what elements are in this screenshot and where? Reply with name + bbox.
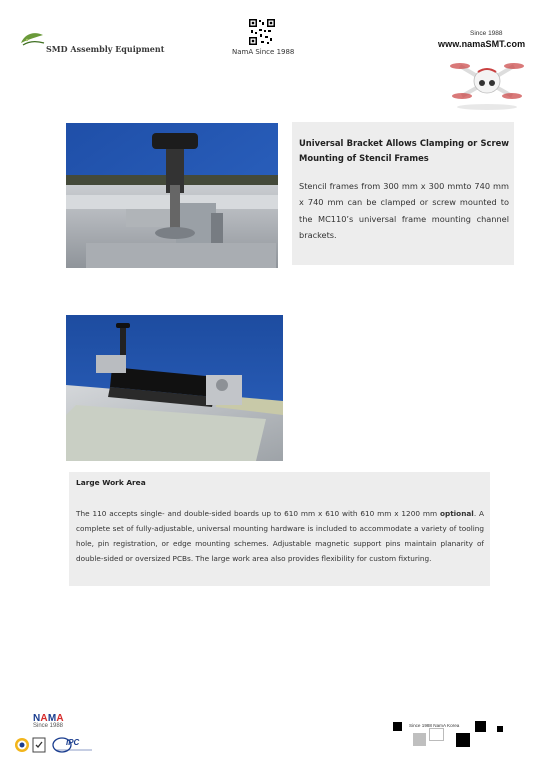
- bracket-title: Universal Bracket Allows Clamping or Screw Mounting of Stencil Frames: [299, 138, 509, 163]
- nama-letter-a1: A: [40, 713, 48, 724]
- footer-since-text: Since 1988 NamA Korea: [409, 723, 460, 728]
- work-area-description: [76, 506, 484, 566]
- website-url: www.namaSMT.com: [438, 39, 526, 49]
- leaf-logo-icon: [19, 31, 45, 49]
- decor-square-outline: [429, 728, 444, 741]
- company-name: SMD Assembly Equipment: [46, 44, 165, 54]
- nama-footer-logo: [33, 713, 83, 733]
- qr-code-icon: [248, 18, 276, 46]
- qr-caption: NamA Since 1988: [232, 48, 295, 56]
- work-area-text-part1: The 110 accepts single- and double-sided boards up to 610 mm x 610 with 610 mm x 1200 mm: [76, 509, 440, 518]
- bracket-photo: [66, 123, 278, 268]
- decor-square-black-4: [456, 733, 470, 747]
- decor-square-black-3: [497, 726, 503, 732]
- work-area-photo: [66, 315, 283, 461]
- drone-image: [448, 52, 526, 112]
- nama-letter-n: N: [33, 713, 41, 724]
- ipc-label: IPC: [66, 738, 80, 747]
- certification-badge-icon: [14, 737, 30, 753]
- decor-square-black-2: [475, 721, 486, 732]
- work-area-title: Large Work Area: [76, 478, 146, 487]
- since-label: Since 1988: [470, 30, 503, 37]
- work-area-text-part2: . A complete set of fully-adjustable, universal mounting hardware is included to accommodate a variety of tooling hole, pin registration, or edge mounting schemes. Adjustable magnetic support pins maintain planarity of double-sided or oversized PCBs. The large work area also provides flexibility for custom fixturing.: [76, 509, 484, 563]
- nama-letter-m: M: [47, 713, 57, 724]
- bracket-info-panel: [292, 122, 514, 265]
- nama-letter-a2: A: [56, 713, 64, 724]
- nama-since: Since 1988: [33, 723, 64, 729]
- bracket-description: Stencil frames from 300 mm x 300 mmto 740 mm x 740 mm can be clamped or screw mounted to the MC110’s universal frame mounting channel brackets.: [299, 181, 509, 241]
- work-area-text-bold: optional: [439, 509, 474, 518]
- decor-square-black-1: [393, 722, 402, 731]
- company-logo: [16, 28, 165, 60]
- decor-square-gray: [413, 733, 426, 746]
- work-area-panel: [69, 472, 490, 586]
- ipc-member-logo: [52, 736, 94, 754]
- certificate-shield-icon: [32, 737, 46, 753]
